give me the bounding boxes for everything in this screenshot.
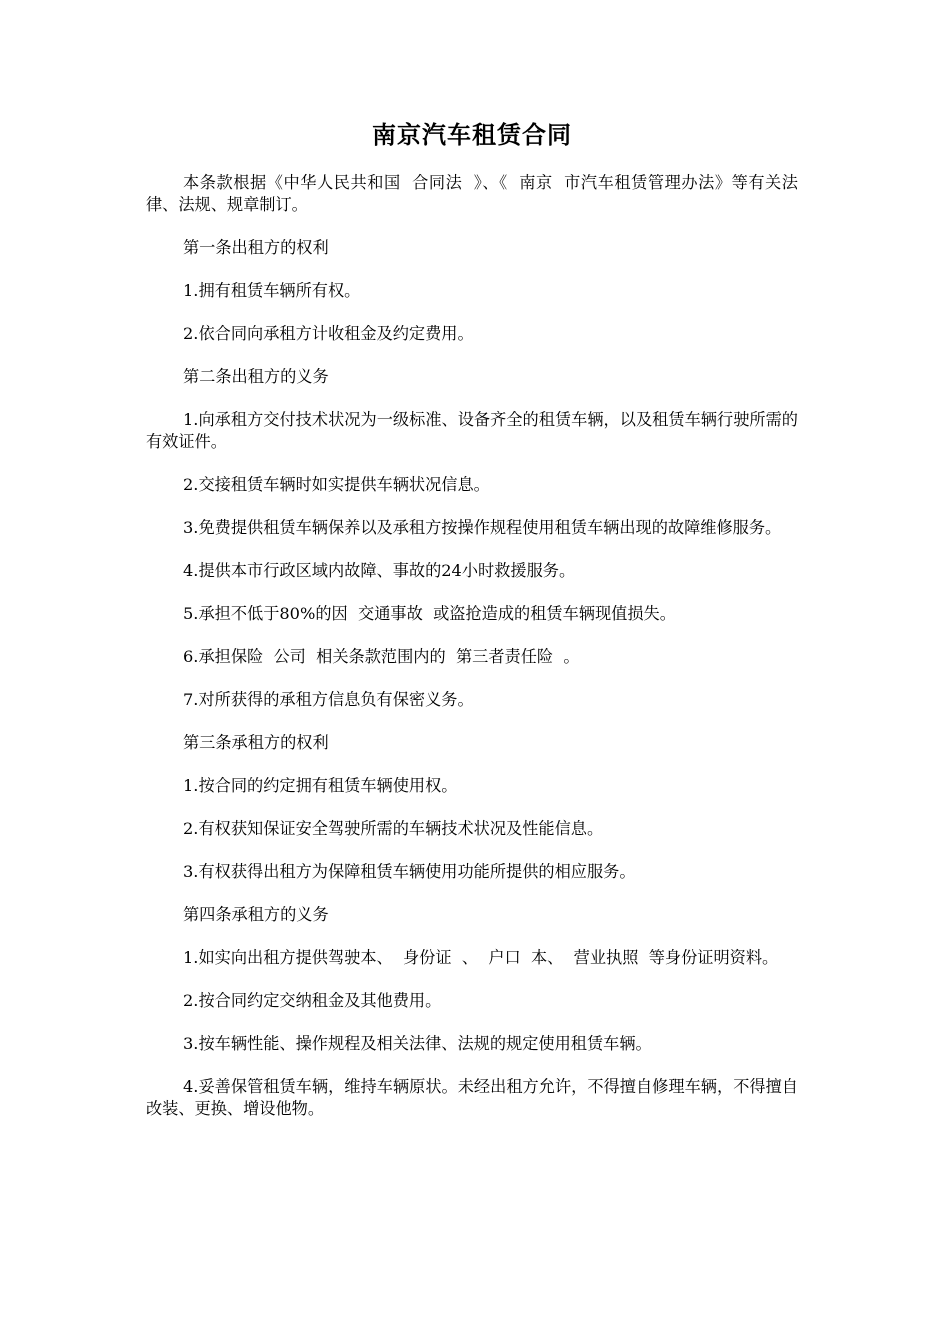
intro-paragraph: 本条款根据《中华人民共和国 合同法 》、《 南京 市汽车租赁管理办法》等有关法律、法规、规章制订。 [146, 173, 798, 214]
article-4-item-2: 2.按合同约定交纳租金及其他费用。 [183, 991, 442, 1010]
article-1-item-2: 2.依合同向承租方计收租金及约定费用。 [183, 324, 474, 343]
article-2-item-5: 5.承担不低于80%的因 交通事故 或盗抢造成的租赁车辆现值损失。 [183, 604, 676, 623]
article-3-item-1: 1.按合同的约定拥有租赁车辆使用权。 [183, 776, 458, 795]
article-2-item-4: 4.提供本市行政区域内故障、事故的24小时救援服务。 [183, 561, 576, 580]
article-3-heading: 第三条承租方的权利 [183, 733, 329, 752]
article-3-item-3: 3.有权获得出租方为保障租赁车辆使用功能所提供的相应服务。 [183, 862, 636, 881]
article-2-item-3: 3.免费提供租赁车辆保养以及承租方按操作规程使用租赁车辆出现的故障维修服务。 [183, 518, 782, 537]
article-2-heading: 第二条出租方的义务 [183, 367, 329, 386]
article-2-item-1: 1.向承租方交付技术状况为一级标准、设备齐全的租赁车辆，以及租赁车辆行驶所需的有效证件。 [146, 410, 798, 451]
article-2-item-7: 7.对所获得的承租方信息负有保密义务。 [183, 690, 474, 709]
article-2-item-6: 6.承担保险 公司 相关条款范围内的 第三者责任险 。 [183, 647, 580, 666]
article-4-item-4: 4.妥善保管租赁车辆，维持车辆原状。未经出租方允许，不得擅自修理车辆，不得擅自改装、更换、增设他物。 [146, 1077, 798, 1118]
article-4-item-3: 3.按车辆性能、操作规程及相关法律、法规的规定使用租赁车辆。 [183, 1034, 652, 1053]
article-1-heading: 第一条出租方的权利 [183, 238, 329, 257]
article-4-item-1: 1.如实向出租方提供驾驶本、 身份证 、 户口 本、 营业执照 等身份证明资料。 [183, 948, 779, 967]
article-4-heading: 第四条承租方的义务 [183, 905, 329, 924]
article-3-item-2: 2.有权获知保证安全驾驶所需的车辆技术状况及性能信息。 [183, 819, 604, 838]
article-2-item-2: 2.交接租赁车辆时如实提供车辆状况信息。 [183, 475, 490, 494]
document-title: 南京汽车租赁合同 [372, 120, 572, 149]
document-page [146, 0, 798, 1120]
article-1-item-1: 1.拥有租赁车辆所有权。 [183, 281, 361, 300]
